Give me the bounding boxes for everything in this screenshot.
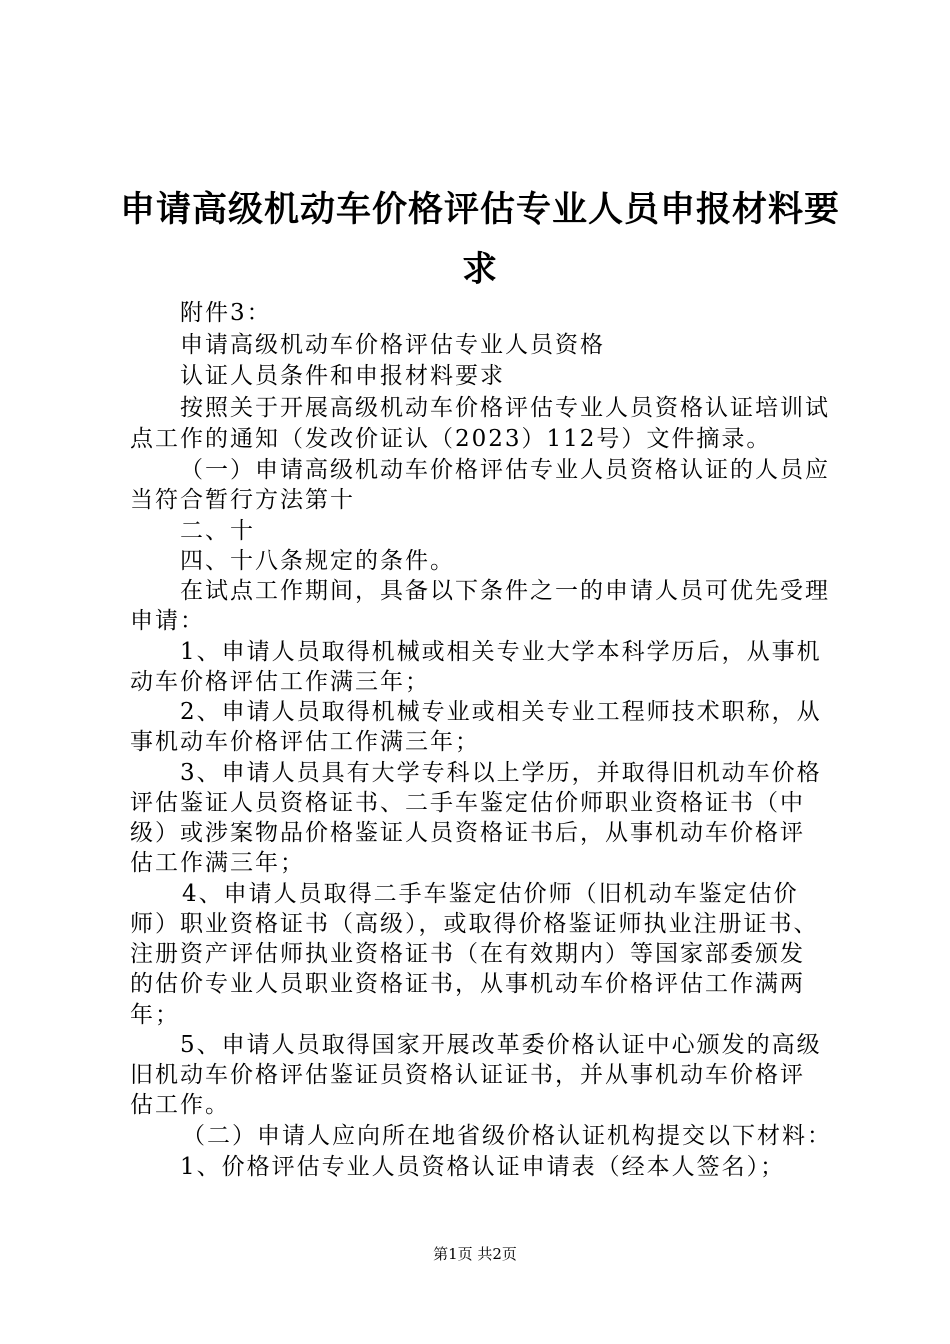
body-line: 当符合暂行方法第十 [130, 487, 355, 513]
document-title-line-1: 申请高级机动车价格评估专业人员申报材料要 [119, 190, 840, 230]
body-line: 2、申请人员取得机械专业或相关专业工程师技术职称，从 [180, 699, 822, 725]
body-line: 申请高级机动车价格评估专业人员资格 [180, 332, 605, 358]
body-line: 4、申请人员取得二手车鉴定估价师（旧机动车鉴定估价 [182, 881, 799, 907]
page-number: 第1页 共2页 [433, 1245, 517, 1263]
body-line: 认证人员条件和申报材料要求 [180, 363, 505, 389]
body-line: 申请： [130, 608, 205, 634]
body-line: 的估价专业人员职业资格证书，从事机动车价格评估工作满两 [130, 971, 805, 997]
page-footer [0, 1244, 950, 1264]
body-line: （一）申请高级机动车价格评估专业人员资格认证的人员应 [180, 457, 830, 483]
body-line: 在试点工作期间，具备以下条件之一的申请人员可优先受理 [180, 578, 830, 604]
body-line: 级）或涉案物品价格鉴证人员资格证书后，从事机动车价格评 [130, 820, 805, 846]
body-line: 估工作。 [130, 1092, 230, 1118]
body-line: 1、申请人员取得机械或相关专业大学本科学历后，从事机 [180, 639, 822, 665]
body-line: 附件3： [180, 300, 272, 326]
body-line: 注册资产评估师执业资格证书（在有效期内）等国家部委颁发 [130, 941, 805, 967]
body-line: 5、申请人员取得国家开展改革委价格认证中心颁发的高级 [180, 1032, 822, 1058]
body-line: 1、价格评估专业人员资格认证申请表（经本人签名）； [180, 1154, 786, 1180]
document-title-line-2: 求 [461, 250, 498, 290]
body-line: 评估鉴证人员资格证书、二手车鉴定估价师职业资格证书（中 [130, 790, 805, 816]
body-line: 点工作的通知（发改价证认（2023）112号）文件摘录。 [130, 426, 772, 452]
body-line: 3、申请人员具有大学专科以上学历，并取得旧机动车价格 [180, 760, 822, 786]
body-line: 旧机动车价格评估鉴证员资格认证证书，并从事机动车价格评 [130, 1062, 805, 1088]
body-line: 按照关于开展高级机动车价格评估专业人员资格认证培训试 [180, 395, 830, 421]
body-line: 估工作满三年； [130, 850, 305, 876]
body-line: 二、十 [180, 518, 255, 544]
body-line: 动车价格评估工作满三年； [130, 669, 430, 695]
body-line: 四、十八条规定的条件。 [180, 548, 455, 574]
body-line: 师）职业资格证书（高级），或取得价格鉴证师执业注册证书、 [130, 911, 819, 937]
body-line: 事机动车价格评估工作满三年； [130, 729, 480, 755]
body-line: （二）申请人应向所在地省级价格认证机构提交以下材料： [182, 1123, 832, 1149]
body-line: 年； [130, 1002, 180, 1028]
